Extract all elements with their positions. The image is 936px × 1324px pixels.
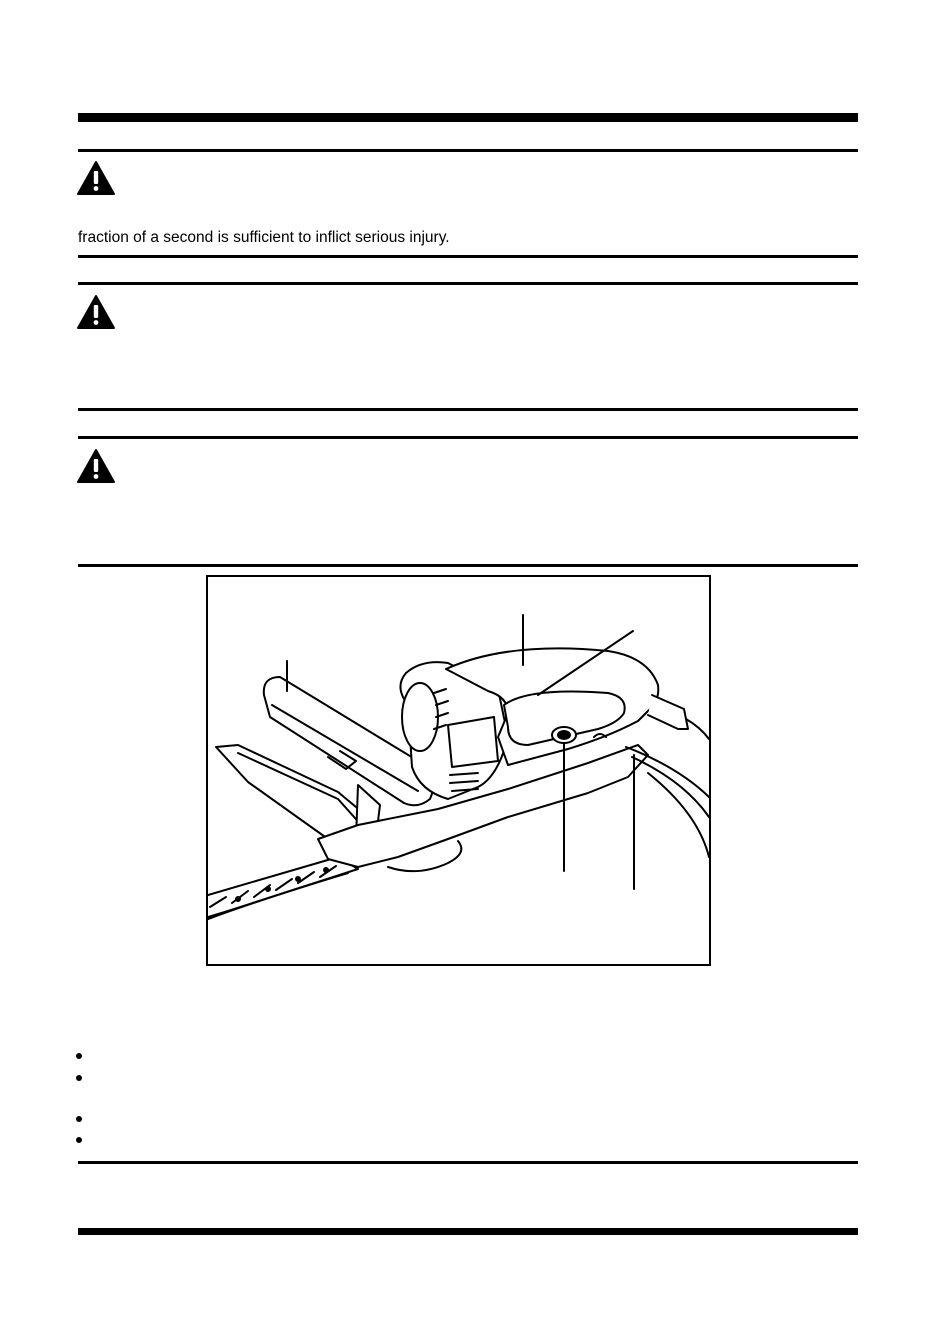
warning-triangle-icon [76,160,116,196]
warning-2-top-rule [78,282,858,285]
warning-1-text: fraction of a second is sufficient to inflict serious injury. [78,229,450,246]
warning-triangle-icon [76,294,116,330]
list-bottom-rule [78,1161,858,1164]
bullet-marker [76,1137,82,1143]
warning-triangle-icon [76,448,116,484]
bullet-marker [76,1075,82,1081]
top-section-rule [78,113,858,122]
hedge-trimmer-figure [206,575,711,966]
bottom-section-rule [78,1228,858,1235]
warning-2-bottom-rule [78,408,858,411]
warning-1-bottom-rule [78,255,858,258]
bullet-marker [76,1116,82,1122]
warning-3-top-rule [78,436,858,439]
warning-1-top-rule [78,149,858,152]
warning-3-bottom-rule [78,564,858,567]
bullet-marker [76,1053,82,1059]
hedge-trimmer-illustration [208,577,709,964]
